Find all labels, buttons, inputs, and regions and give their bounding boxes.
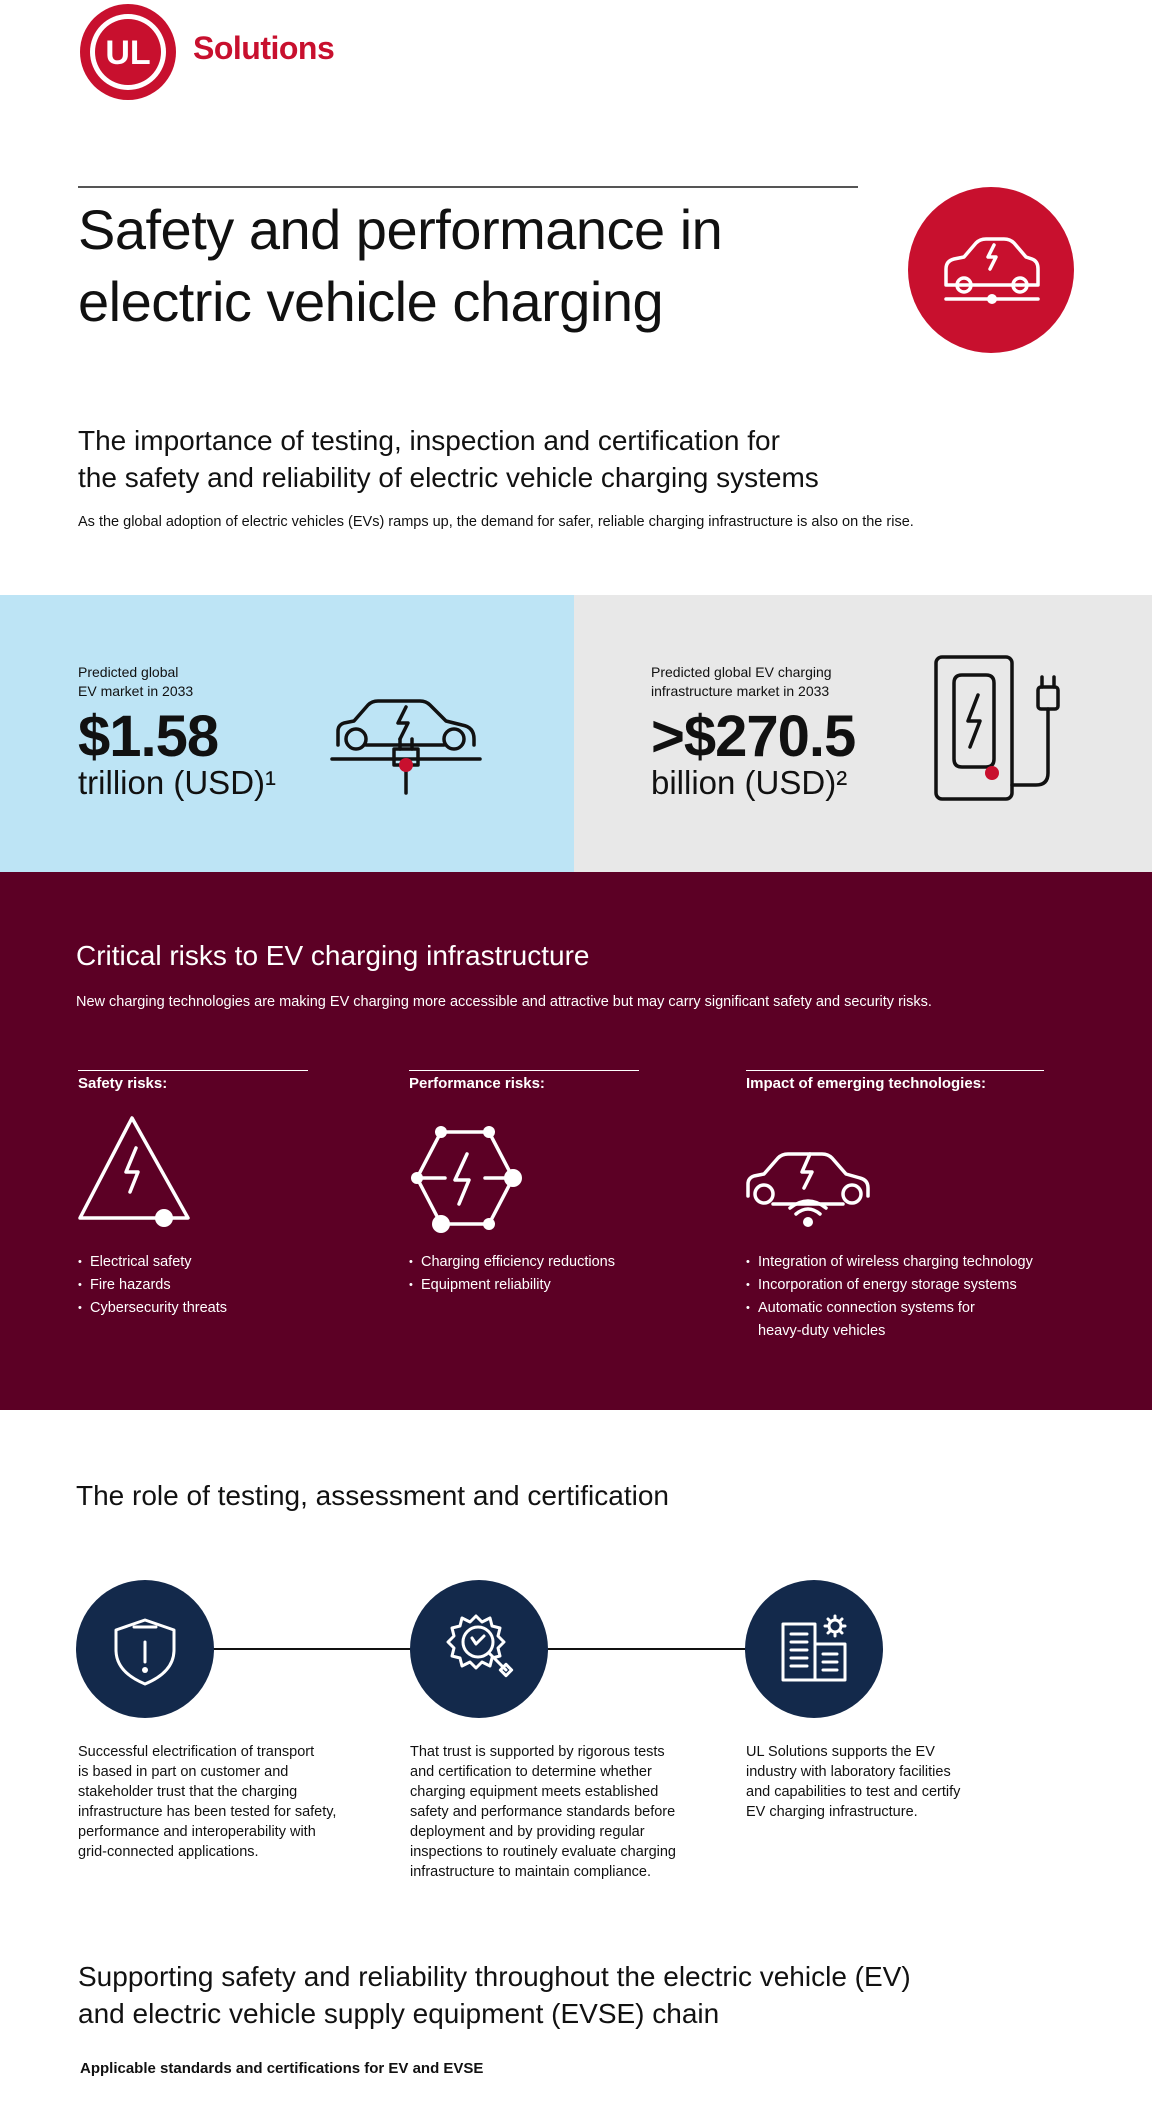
list-item: • Integration of wireless charging technology	[746, 1251, 1033, 1274]
applicable-standards-heading: Applicable standards and certifications for EV and EVSE	[80, 2060, 484, 2077]
list-item	[746, 1297, 1033, 1343]
support-title-line-2: and electric vehicle supply equipment (EVSE) chain	[78, 1998, 720, 2029]
list-item: • Incorporation of energy storage systems	[746, 1274, 1033, 1297]
support-title	[78, 1958, 1128, 2032]
ev-market-value: $1.58	[78, 704, 219, 769]
role-title: The role of testing, assessment and certification	[76, 1480, 669, 1511]
laboratory-building-icon	[745, 1580, 883, 1718]
list-item-line: heavy-duty vehicles	[758, 1323, 886, 1339]
text-line: is based in part on customer and	[78, 1764, 289, 1780]
ul-logo	[78, 2, 178, 102]
safety-risks-heading: Safety risks:	[78, 1075, 168, 1092]
charging-market-value: >$270.5	[651, 704, 856, 769]
wireless-charging-car-icon	[744, 1146, 874, 1232]
intro-text: As the global adoption of electric vehicles (EVs) ramps up, the demand for safer, reliable charging infrastructure is also on the rise.	[78, 514, 914, 530]
role-step-1-circle	[76, 1580, 214, 1718]
list-item: • Charging efficiency reductions	[409, 1251, 615, 1274]
role-step-1-text	[78, 1742, 353, 1862]
text-line: and certification to determine whether	[410, 1764, 652, 1780]
car-charging-icon	[908, 187, 1074, 353]
shield-alert-icon	[76, 1580, 214, 1718]
text-line: Successful electrification of transport	[78, 1744, 315, 1760]
list-item: • Fire hazards	[78, 1274, 227, 1297]
ev-market-label-line-2: EV market in 2033	[78, 683, 194, 699]
text-line: charging equipment meets established	[410, 1784, 659, 1800]
brand-name: Solutions	[193, 30, 335, 66]
text-line: stakeholder trust that the charging	[78, 1784, 298, 1800]
subtitle-line-2: the safety and reliability of electric vehicle charging systems	[78, 462, 819, 493]
text-line: grid-connected applications.	[78, 1844, 259, 1860]
text-line: EV charging infrastructure.	[746, 1804, 918, 1820]
ev-plug-car-icon	[328, 685, 488, 805]
charging-market-label	[651, 663, 832, 701]
charging-market-label-line-2: infrastructure market in 2033	[651, 683, 830, 699]
ev-market-stat-panel	[0, 595, 574, 872]
ev-market-label-line-1: Predicted global	[78, 664, 179, 680]
performance-risks-heading: Performance risks:	[409, 1075, 545, 1092]
performance-risks-list	[409, 1251, 615, 1297]
role-step-2-circle	[410, 1580, 548, 1718]
safety-risks-list	[78, 1251, 227, 1320]
text-line: safety and performance standards before	[410, 1804, 676, 1820]
list-item: • Cybersecurity threats	[78, 1297, 227, 1320]
ev-charging-badge	[908, 187, 1074, 353]
text-line: inspections to routinely evaluate charging	[410, 1844, 676, 1860]
risks-intro: New charging technologies are making EV charging more accessible and attractive but may carry significant safety and security risks.	[76, 994, 932, 1010]
charging-market-label-line-1: Predicted global EV charging	[651, 664, 832, 680]
subtitle-line-1: The importance of testing, inspection and certification for	[78, 425, 780, 456]
risks-title: Critical risks to EV charging infrastructure	[76, 940, 590, 971]
role-step-2-text	[410, 1742, 685, 1882]
charging-market-stat-panel	[574, 595, 1152, 872]
ev-market-label	[78, 663, 193, 701]
text-line: That trust is supported by rigorous tests	[410, 1744, 665, 1760]
warning-triangle-icon	[76, 1112, 196, 1228]
charging-market-unit: billion (USD)²	[651, 764, 848, 801]
network-lightning-icon	[405, 1124, 525, 1234]
text-line: performance and interoperability with	[78, 1824, 316, 1840]
page-title-line-2: electric vehicle charging	[78, 270, 664, 333]
text-line: infrastructure has been tested for safety,	[78, 1804, 337, 1820]
certification-inspection-icon	[410, 1580, 548, 1718]
role-step-3-text	[746, 1742, 1021, 1822]
page-title-line-1: Safety and performance in	[78, 198, 723, 261]
text-line: industry with laboratory facilities	[746, 1764, 951, 1780]
text-line: infrastructure to maintain compliance.	[410, 1864, 651, 1880]
list-item: • Equipment reliability	[409, 1274, 615, 1297]
page-title	[78, 194, 878, 338]
safety-risks-rule	[78, 1070, 308, 1071]
title-rule	[78, 186, 858, 188]
role-step-3-circle	[745, 1580, 883, 1718]
ev-market-unit: trillion (USD)¹	[78, 764, 276, 801]
text-line: deployment and by providing regular	[410, 1824, 645, 1840]
text-line: and capabilities to test and certify	[746, 1784, 961, 1800]
list-item-line: Automatic connection systems for	[758, 1300, 975, 1316]
charging-station-icon	[932, 655, 1082, 805]
emerging-tech-heading: Impact of emerging technologies:	[746, 1075, 987, 1092]
logo-text: UL	[105, 34, 151, 72]
emerging-tech-list	[746, 1251, 1033, 1343]
emerging-tech-rule	[746, 1070, 1044, 1071]
support-title-line-1: Supporting safety and reliability throughout the electric vehicle (EV)	[78, 1961, 911, 1992]
text-line: UL Solutions supports the EV	[746, 1744, 935, 1760]
list-item: • Electrical safety	[78, 1251, 227, 1274]
performance-risks-rule	[409, 1070, 639, 1071]
section-subtitle	[78, 422, 978, 496]
